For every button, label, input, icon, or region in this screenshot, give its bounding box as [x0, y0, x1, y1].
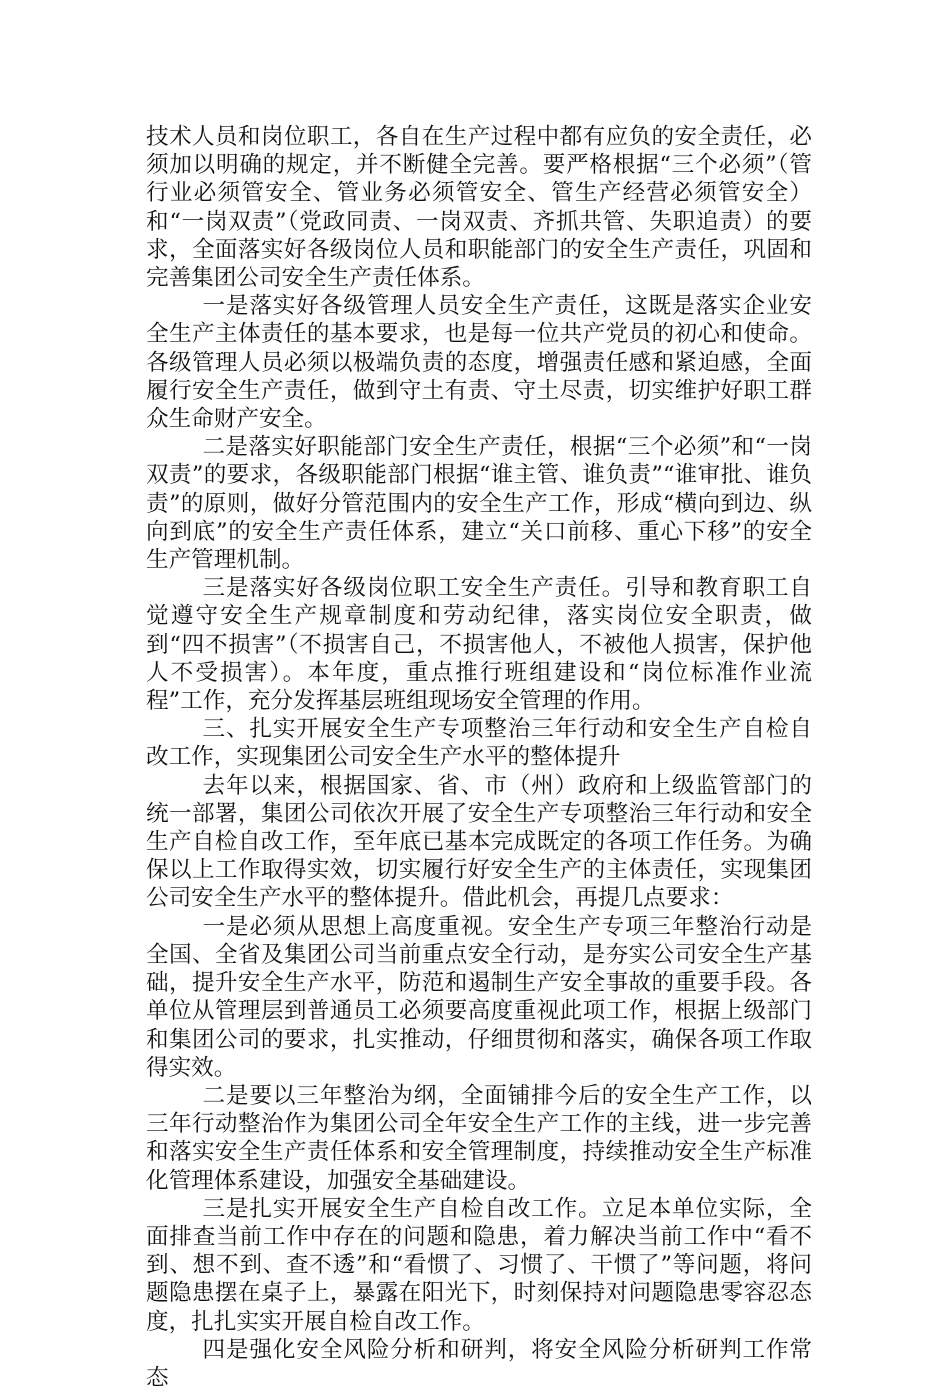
paragraph-requirement-one: 一是必须从思想上高度重视。安全生产专项三年整治行动是全国、全省及集团公司当前重点安全行动，是夯实公司安全生产基础，提升安全生产水平，防范和遏制生产安全事故的重要手段。各单位从管理层到普通员工必须要高度重视此项工作，根据上级部门和集团公司的要求，扎实推动，仔细贯彻和落实，确保各项工作取得实效。 — [146, 913, 812, 1081]
paragraph-department-responsibility: 二是落实好职能部门安全生产责任，根据“三个必须”和“一岗双责”的要求，各级职能部门根据“谁主管、谁负责”“谁审批、谁负责”的原则，做好分管范围内的安全生产工作，形成“横向到边、纵向到底”的安全生产责任体系，建立“关口前移、重心下移”的安全生产管理机制。 — [146, 434, 812, 574]
section-heading-three: 三、扎实开展安全生产专项整治三年行动和安全生产自检自改工作，实现集团公司安全生产水平的整体提升 — [146, 716, 812, 771]
paragraph-three-year-action: 去年以来，根据国家、省、市（州）政府和上级监管部门的统一部署，集团公司依次开展了安全生产专项整治三年行动和安全生产自检自改工作，至年底已基本完成既定的各项工作任务。为确保以上工作取得实效，切实履行好安全生产的主体责任，实现集团公司安全生产水平的整体提升。借此机会，再提几点要求： — [146, 772, 812, 912]
paragraph-requirement-four: 四是强化安全风险分析和研判，将安全风险分析研判工作常态 — [146, 1336, 812, 1391]
paragraph-requirement-three: 三是扎实开展安全生产自检自改工作。立足本单位实际，全面排查当前工作中存在的问题和隐患，着力解决当前工作中“看不到、想不到、查不透”和“看惯了、习惯了、干惯了”等问题，将问题隐患摆在桌子上，暴露在阳光下，时刻保持对问题隐患零容忍态度，扎扎实实开展自检自改工作。 — [146, 1195, 812, 1335]
paragraph-requirement-two: 二是要以三年整治为纲，全面铺排今后的安全生产工作，以三年行动整治作为集团公司全年安全生产工作的主线，进一步完善和落实安全生产责任体系和安全管理制度，持续推动安全生产标准化管理体系建设，加强安全基础建设。 — [146, 1082, 812, 1194]
document-body — [146, 123, 812, 1392]
paragraph-responsibility-intro: 技术人员和岗位职工，各自在生产过程中都有应负的安全责任，必须加以明确的规定，并不断健全完善。要严格根据“三个必须”（管行业必须管安全、管业务必须管安全、管生产经营必须管安全）和“一岗双责”（党政同责、一岗双责、齐抓共管、失职追责）的要求，全面落实好各级岗位人员和职能部门的安全生产责任，巩固和完善集团公司安全生产责任体系。 — [146, 124, 812, 292]
paragraph-staff-responsibility: 三是落实好各级岗位职工安全生产责任。引导和教育职工自觉遵守安全生产规章制度和劳动纪律，落实岗位安全职责，做到“四不损害”（不损害自己，不损害他人，不被他人损害，保护他人不受损害）。本年度，重点推行班组建设和“岗位标准作业流程”工作，充分发挥基层班组现场安全管理的作用。 — [146, 575, 812, 715]
paragraph-management-responsibility: 一是落实好各级管理人员安全生产责任，这既是落实企业安全生产主体责任的基本要求，也是每一位共产党员的初心和使命。各级管理人员必须以极端负责的态度，增强责任感和紧迫感，全面履行安全生产责任，做到守土有责、守土尽责，切实维护好职工群众生命财产安全。 — [146, 293, 812, 433]
